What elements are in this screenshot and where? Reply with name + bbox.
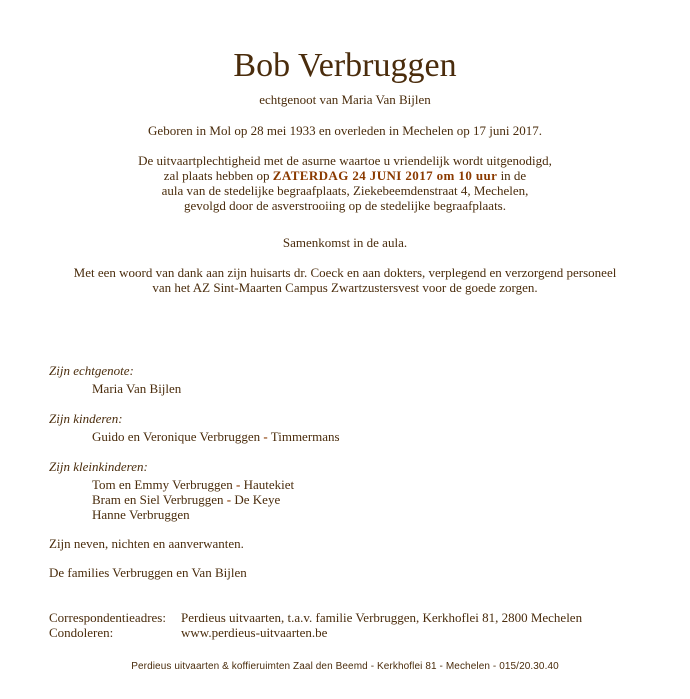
spouse-name: Maria Van Bijlen xyxy=(92,381,182,396)
ceremony-line-1: De uitvaartplechtigheid met de asurne waartoe u vriendelijk wordt uitgenodigd, xyxy=(138,153,552,168)
ceremony-line-2-pre: zal plaats hebben op xyxy=(163,168,270,183)
list-item xyxy=(92,429,340,444)
condolence-link[interactable]: www.perdieus-uitvaarten.be xyxy=(181,625,328,640)
ceremony-line-2-post: in de xyxy=(500,168,527,183)
grandchild-names: Hanne Verbruggen xyxy=(92,507,190,522)
thanks-line-2: van het AZ Sint-Maarten Campus Zwartzustersvest voor de goede zorgen. xyxy=(152,280,538,295)
list-item xyxy=(92,477,294,492)
grandchildren-list xyxy=(92,477,294,522)
ceremony-line-2 xyxy=(0,168,690,183)
thanks-block xyxy=(0,265,690,295)
ceremony-line-3: aula van de stedelijke begraafplaats, Ziekebeemdenstraat 4, Mechelen, xyxy=(161,183,529,198)
name-separator: - xyxy=(226,492,232,507)
spouse-heading: Zijn echtgenote: xyxy=(49,363,134,378)
ceremony-date: ZATERDAG 24 JUNI 2017 om 10 uur xyxy=(272,168,498,183)
birth-death-line: Geboren in Mol op 28 mei 1933 en overleden in Mechelen op 17 juni 2017. xyxy=(148,123,542,138)
address-label: Correspondentieadres: xyxy=(49,610,166,625)
spouse-line: echtgenoot van Maria Van Bijlen xyxy=(259,92,431,107)
ceremony-block xyxy=(0,153,690,213)
list-item xyxy=(92,492,294,507)
address-value: Perdieus uitvaarten, t.a.v. familie Verbruggen, Kerkhoflei 81, 2800 Mechelen xyxy=(181,610,583,625)
condolence-label: Condoleren: xyxy=(49,625,114,640)
families-line: De families Verbruggen en Van Bijlen xyxy=(49,565,247,580)
grandchild-names: Tom en Emmy Verbruggen xyxy=(92,477,233,492)
grandchild-names: Bram en Siel Verbruggen xyxy=(92,492,224,507)
gathering-line: Samenkomst in de aula. xyxy=(282,235,408,250)
grandchild-partner-name: De Keye xyxy=(234,492,281,507)
deceased-name: Bob Verbruggen xyxy=(233,47,457,84)
grandchildren-heading: Zijn kleinkinderen: xyxy=(49,459,148,474)
footer: Perdieus uitvaarten & koffieruimten Zaal den Beemd - Kerkhoflei 81 - Mechelen - 015/20.30.40 xyxy=(131,661,559,672)
children-heading: Zijn kinderen: xyxy=(49,411,123,426)
name-separator: - xyxy=(236,477,241,492)
name-separator: - xyxy=(263,429,268,444)
thanks-line-1: Met een woord van dank aan zijn huisarts dr. Coeck en aan dokters, verplegend en verzorgend personeel xyxy=(73,265,617,280)
relatives-line: Zijn neven, nichten en aanverwanten. xyxy=(49,536,244,551)
child-partner-name: Timmermans xyxy=(270,429,340,444)
ceremony-line-4: gevolgd door de asverstrooiing op de stedelijke begraafplaats. xyxy=(183,198,506,213)
grandchild-partner-name: Hautekiet xyxy=(243,477,295,492)
list-item xyxy=(92,507,294,522)
child-names: Guido en Veronique Verbruggen xyxy=(92,429,261,444)
